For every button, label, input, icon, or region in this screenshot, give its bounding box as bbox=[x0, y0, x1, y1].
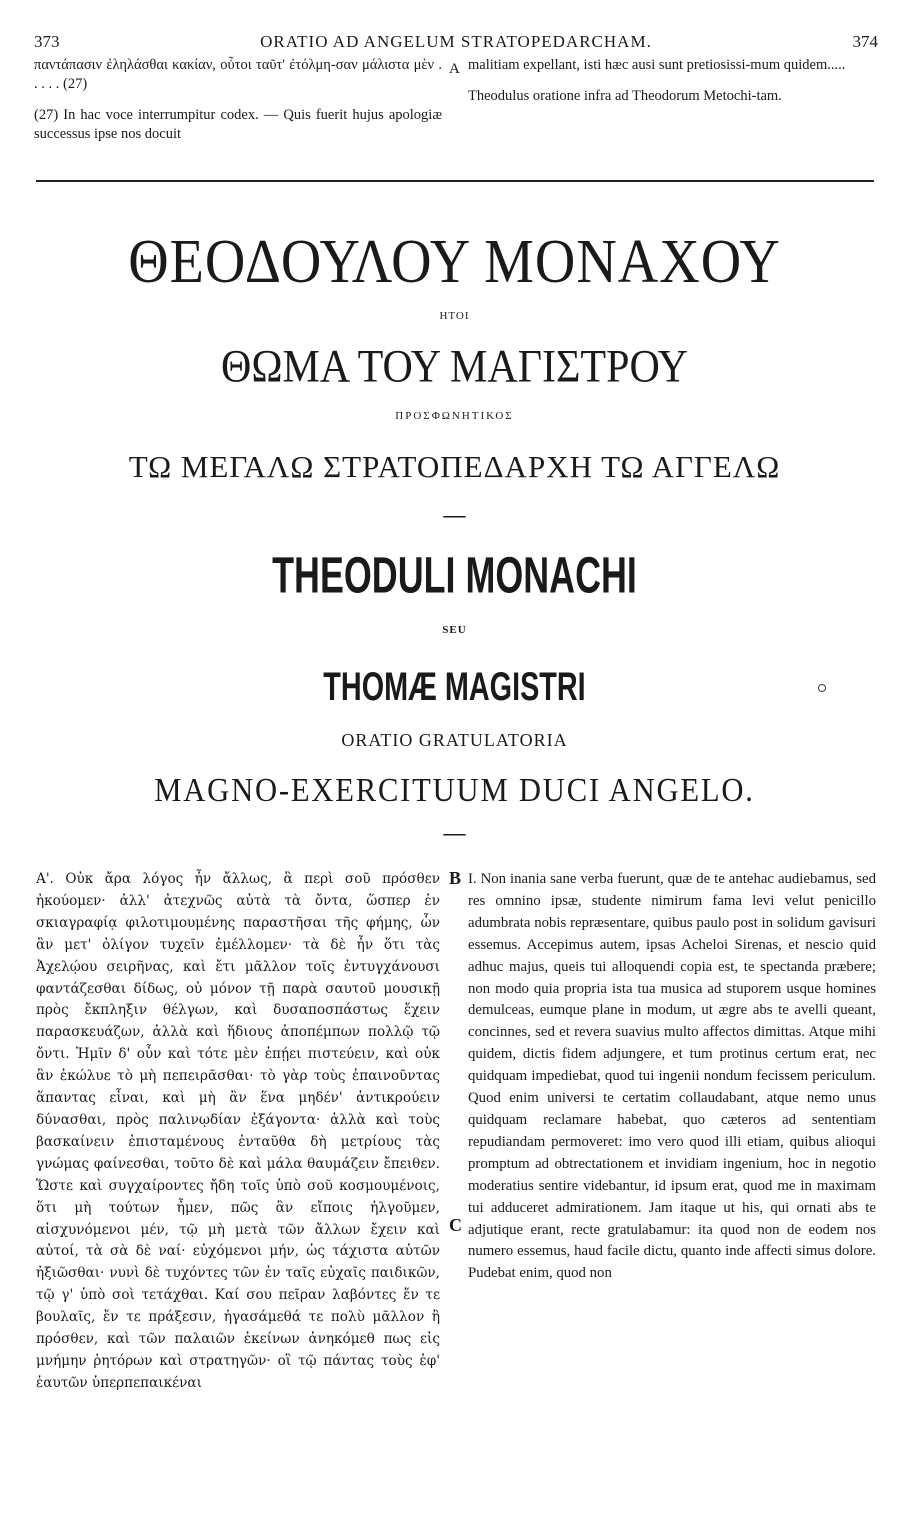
greek-title-prosfonetikos: ΠΡΟΣΦΩΝΗΤΙΚΟΣ bbox=[395, 410, 514, 422]
margin-letter-a: A bbox=[449, 61, 460, 77]
greek-title-dedication: ΤΩ ΜΕΓΑΛΩ ΣΤΡΑΤΟΠΕΔΑΡΧΗ ΤΩ ΑΓΓΕΛΩ bbox=[128, 449, 781, 484]
top-greek-footnote: (27) In hac voce interrumpitur codex. — Quis fuerit hujus apologiæ successus ipse nos docuit bbox=[34, 107, 442, 142]
latin-title-dedication: MAGNO-EXERCITUUM DUCI ANGELO. bbox=[154, 772, 755, 809]
latin-body-column bbox=[468, 869, 876, 1285]
section-divider-rule bbox=[36, 180, 874, 182]
latin-title-name: THOMÆ MAGISTRI bbox=[323, 663, 586, 709]
greek-body-column bbox=[36, 869, 440, 1395]
ink-speck-icon bbox=[818, 684, 826, 692]
greek-title-main: ΘΕΟΔΟΥΛΟΥ ΜΟΝΑΧΟΥ bbox=[128, 227, 781, 297]
greek-title-name: ΘΩΜΑ ΤΟΥ ΜΑΓΙΣΤΡΟΥ bbox=[220, 341, 689, 393]
latin-body-text: I. Non inania sane verba fuerunt, quæ de te antehac audiebamus, sed res omnino ipsæ, studente nimirum fama levi velut penicillo adumbrata nobis repræsentare, quibus paulo post in solidum gavisuri essemus. Accepimus autem, ipsas Acheloi Sirenas, et nescio quid adhuc majus, queis tui alloquendi copia est, te spectanda præbere; non modo quia propria ista tua musica ad stuporem usque homines demulceas, eumque plane in modum, ut ægre abs te avelli queant, concinnes, sed et revera suavius multo affectos dimittas. Atque mihi quidem, dictis fidem adjungere, et tum protinus certum erat, nec quidquam impediebat, quod tui ingenii nondum fecissem periculum. Quod enim universi te certatim collaudabant, atque nemo unus quidquam reclamare habebat, quo cæteros ad sententiam repudiandam permoveret: imo vero quod illi etiam, quibus alioqui promptum ad obtrectationem et invidiam ingenium, hoc in negotio moderatius sentire videbantur, id ipsum erat, quod me in maximam tui adduceret admirationem. Jam itaque ut his, qui ornati abs te adjutique erant, recte gratulabamur: ita quod non de eodem nos numero essemus, haud facile dictu, quanto inde affecti simus dolore. Pudebat enim, quod non bbox=[468, 871, 876, 1282]
latin-title-oratio: ORATIO GRATULATORIA bbox=[341, 730, 568, 750]
latin-title-main: THEODULI MONACHI bbox=[272, 546, 637, 604]
page-number-right: 374 bbox=[852, 32, 878, 51]
title-dash-2: — bbox=[443, 820, 466, 845]
top-greek-text: παντάπασιν ἐληλάσθαι κακίαν, οὗτοι ταῦτ' ἐτόλμη-σαν μάλιστα μὲν . . . . . (27) bbox=[34, 57, 442, 92]
margin-letter-c: C bbox=[449, 1215, 462, 1235]
top-latin-text: malitiam expellant, isti hæc ausi sunt pretiosissi-mum quidem..... bbox=[468, 57, 846, 73]
page-number-left: 373 bbox=[34, 32, 60, 51]
greek-body-text: Α'. Οὐκ ἄρα λόγος ἦν ἄλλως, ἃ περὶ σοῦ πρόσθεν ἠκούομεν· ἀλλ' ἀτεχνῶς αὐτὰ τὰ ὄντα, ὥσπερ ἐν σκιαγραφίᾳ φιλοτιμουμένης παραστῆσαι τῆς φήμης, ὧν ἂν μετ' ὀλίγον τυχεῖν ἐμέλλομεν· τὰ δὲ ἦν ὅτι τὰς Ἀχελῴου σειρῆνας, καὶ ἔτι μᾶλλον τοῖς ἐντυγχάνουσι φαντάζεσθαι δίδως, οὐ μόνον τῇ παρὰ σαυτοῦ μουσικῇ πρὸς ἔκπληξιν θέλγων, καὶ δυσαποσπάστως ἔχειν παρασκευάζων, ἀλλὰ καὶ ἥδιους ἀποπέμπων πολλῷ τῷ ὄντι. Ἡμῖν δ' οὖν καὶ τότε μὲν ἐπῄει πιστεύειν, καὶ οὐκ ἂν ἐκώλυε τὸ μὴ πεπειρᾶσθαι· τὸ γὰρ τοὺς ἐπαινοῦντας ἅπαντας εἶναι, καὶ μὴ ἂν ἕνα μηδέν' ἀντικρούειν δύνασθαι, πρὸς παλινῳδίαν ἐξάγοντα· ἀλλὰ καὶ τοὺς βασκαίνειν ἐπισταμένους ἐνταῦθα δὴ μετρίους τὰς γνώμας φαίνεσθαι, τοῦτο δὲ καὶ μάλα θαυμάζειν ἔπειθεν. Ὥστε καὶ συγχαίροντες ἤδη τοῖς ὑπὸ σοῦ κοσμουμένοις, ὅτι μὴ τούτων ἦμεν, πῶς ἂν εἴποις ἠλγοῦμεν, αἰσχυνόμενοι μέν, τῷ μὴ μετὰ τῶν ἄλλων ἔχειν καὶ αὐτοί, τὰ σὰ δὲ ναί· εὐχόμενοι μήν, ὡς τάχιστα αὐτῶν ἠξιῶσθαι· νυνὶ δὲ τυχόντες τῶν ἐν ταῖς εὐχαῖς παιδικῶν, τῷ γ' ὑπὸ σοὶ τετάχθαι. Καί σου πεῖραν λαβόντες ἔν τε βουλαῖς, ἔν τε πράξεσιν, ἠγασάμεθά τε πολὺ μᾶλλον ἢ πρόσθεν, καὶ τῶν παλαιῶν ἐκείνων ἀνηκόμεθ πως εἰς μνήμην ῥητόρων καὶ στρατηγῶν· οἳ τῷ πάντας τοὺς ἐφ' ἑαυτῶν ὑπερπεπαικέναι bbox=[36, 871, 440, 1391]
title-dash-1: — bbox=[443, 502, 466, 527]
top-greek-column bbox=[34, 56, 442, 144]
running-title: ORATIO AD ANGELUM STRATOPEDARCHAM. bbox=[260, 32, 652, 51]
top-latin-footnote: Theodulus oratione infra ad Theodorum Metochi-tam. bbox=[468, 88, 782, 104]
margin-letter-b: B bbox=[449, 868, 462, 888]
running-header bbox=[34, 32, 878, 54]
greek-title-etoi: ΗΤΟΙ bbox=[439, 310, 470, 322]
top-latin-column bbox=[468, 56, 876, 106]
latin-title-seu: SEU bbox=[442, 624, 467, 636]
